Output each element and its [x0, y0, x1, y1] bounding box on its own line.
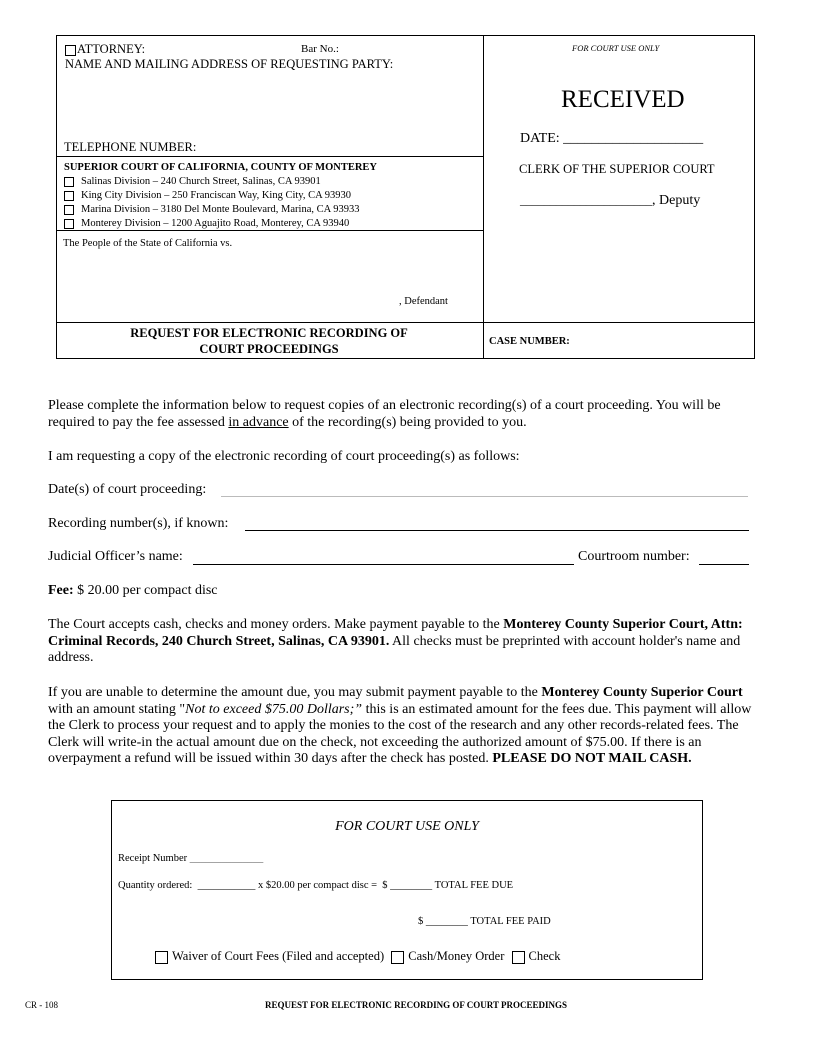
form-title-line2: COURT PROCEEDINGS	[199, 341, 339, 356]
clerk-label: CLERK OF THE SUPERIOR COURT	[519, 162, 715, 176]
attorney-label: ATTORNEY:	[77, 42, 146, 56]
cash-label: Cash/Money Order	[408, 949, 505, 963]
form-title	[56, 326, 482, 357]
courtroom-field[interactable]	[699, 564, 749, 565]
intro-text: Please complete the information below to request copies of an electronic recording(s) of a court proceeding. You will be required to pay the fee assessed	[48, 398, 721, 430]
check-label: Check	[528, 949, 561, 963]
quantity-row	[118, 880, 513, 891]
telephone-label: TELEPHONE NUMBER:	[64, 140, 197, 154]
fee-paid-field[interactable]: ________	[425, 916, 468, 927]
receipt-row	[118, 853, 263, 864]
deputy-label: , Deputy	[652, 193, 701, 208]
division-item-marina	[64, 203, 360, 217]
waiver-checkbox[interactable]	[155, 951, 168, 964]
unable-amount: Not to exceed $75.00 Dollars;”	[185, 701, 363, 717]
people-vs-label: The People of the State of California vs.	[63, 238, 233, 249]
fee-due-field[interactable]: ________	[390, 880, 433, 891]
footer-title: REQUEST FOR ELECTRONIC RECORDING OF COURT PROCEEDINGS	[265, 1000, 568, 1010]
payment-paragraph	[48, 617, 758, 667]
date-label: DATE:	[520, 131, 560, 146]
unable-court-name: Monterey County Superior Court	[541, 685, 743, 700]
check-checkbox[interactable]	[512, 951, 525, 964]
receipt-field[interactable]: ______________	[189, 853, 264, 864]
total-fee-paid-label: TOTAL FEE PAID	[470, 916, 551, 927]
form-id: CR - 108	[25, 1000, 59, 1010]
caption-divider-vertical	[483, 36, 484, 358]
deputy-field[interactable]: ______________________	[520, 193, 652, 207]
dates-label: Date(s) of court proceeding:	[48, 482, 207, 497]
bar-no-label: Bar No.:	[301, 43, 339, 55]
form-title-line1: REQUEST FOR ELECTRONIC RECORDING OF	[130, 326, 408, 340]
caption-divider-3	[57, 322, 754, 323]
division-label: Monterey Division – 1200 Aguajito Road, Monterey, CA 93940	[81, 218, 350, 229]
paid-row	[418, 916, 551, 927]
attorney-checkbox[interactable]	[65, 45, 76, 56]
division-item-king-city	[64, 189, 360, 203]
recording-field[interactable]	[245, 530, 749, 531]
dates-field[interactable]	[221, 496, 748, 497]
officer-field[interactable]	[193, 564, 574, 565]
unable-text-3: this is an estimated amount for the fees due. This payment will allow the Clerk to process your request and to apply the monies to the cost of the research and any other records-related fees. The Clerk will write-in the actual amount due on the check, not exceeding the authorized amount of $75.00. If there is an overpayment a refund will be issued within 30 days after the check has posted.	[48, 701, 752, 766]
division-label: Salinas Division – 240 Church Street, Salinas, CA 93901	[81, 176, 321, 187]
payment-options-row	[155, 949, 560, 964]
attorney-row	[65, 42, 145, 57]
date-row	[520, 131, 703, 147]
division-checkbox[interactable]	[64, 177, 74, 187]
price-text: x $20.00 per compact disc =	[257, 880, 378, 891]
date-field[interactable]: ____________________	[563, 131, 704, 146]
dollar-sign: $	[418, 916, 424, 927]
division-checkbox[interactable]	[64, 219, 74, 229]
dollar-sign: $	[382, 880, 388, 891]
received-stamp: RECEIVED	[561, 86, 685, 113]
fee-row	[48, 583, 218, 600]
quantity-field[interactable]: ___________	[197, 880, 256, 891]
defendant-label: , Defendant	[399, 296, 448, 307]
total-fee-due-label: TOTAL FEE DUE	[434, 880, 514, 891]
unable-paragraph	[48, 685, 758, 768]
payment-address: Monterey County Superior Court, Attn: Criminal Records, 240 Church Street, Salinas, CA 93901.	[48, 617, 743, 649]
intro-underlined: in advance	[228, 414, 289, 430]
unable-text: If you are unable to determine the amount due, you may submit payment payable to the	[48, 685, 542, 700]
payment-text: The Court accepts cash, checks and money orders. Make payment payable to the	[48, 617, 504, 632]
courtroom-label: Courtroom number:	[578, 549, 690, 564]
division-item-salinas	[64, 175, 360, 189]
division-label: Marina Division – 3180 Del Monte Boulevard, Marina, CA 93933	[81, 204, 360, 215]
case-number-label: CASE NUMBER:	[489, 336, 570, 347]
payment-text-2: All checks must be preprinted with account holder's name and address.	[48, 633, 741, 665]
requesting-line: I am requesting a copy of the electronic recording of court proceeding(s) as follows:	[48, 449, 520, 464]
division-checkbox[interactable]	[64, 191, 74, 201]
officer-label: Judicial Officer’s name:	[48, 549, 183, 564]
receipt-label: Receipt Number	[118, 853, 188, 864]
division-list	[64, 175, 360, 231]
fee-value: $ 20.00 per compact disc	[77, 583, 218, 598]
fee-label: Fee:	[48, 583, 74, 598]
quantity-label: Quantity ordered:	[118, 880, 193, 891]
court-use-only-label: FOR COURT USE ONLY	[572, 43, 660, 53]
court-name: SUPERIOR COURT OF CALIFORNIA, COUNTY OF MONTEREY	[64, 162, 377, 173]
waiver-label: Waiver of Court Fees (Filed and accepted)	[172, 949, 385, 963]
deputy-row	[520, 193, 700, 209]
intro-text-2: of the recording(s) being provided to you.	[288, 414, 527, 430]
cash-checkbox[interactable]	[391, 951, 404, 964]
court-use-box-title: FOR COURT USE ONLY	[335, 819, 479, 834]
name-address-label: NAME AND MAILING ADDRESS OF REQUESTING PARTY:	[65, 57, 394, 71]
division-checkbox[interactable]	[64, 205, 74, 215]
division-item-monterey	[64, 217, 360, 231]
no-cash-warning: PLEASE DO NOT MAIL CASH.	[492, 751, 692, 766]
intro-paragraph	[48, 398, 758, 431]
unable-text-2: with an amount stating "	[48, 701, 186, 717]
caption-divider-1	[57, 156, 483, 157]
division-label: King City Division – 250 Franciscan Way, King City, CA 93930	[81, 190, 352, 201]
recording-label: Recording number(s), if known:	[48, 516, 229, 531]
